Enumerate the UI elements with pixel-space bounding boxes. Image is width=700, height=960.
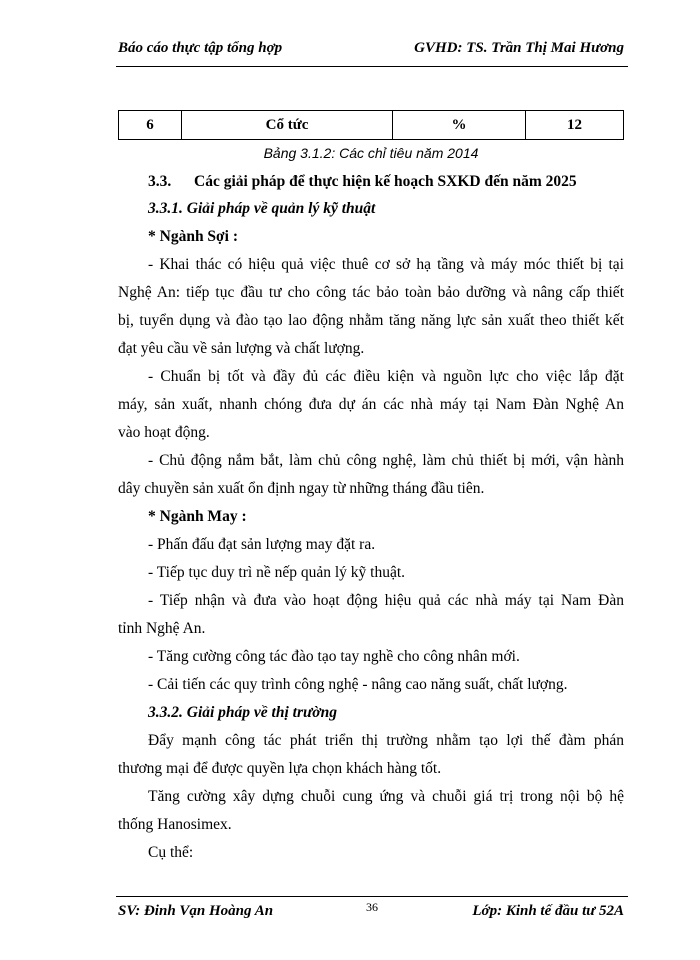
footer-class: Lớp: Kinh tế đầu tư 52A (472, 903, 624, 919)
table-cell-value: 12 (526, 111, 624, 140)
paragraph-line: Cụ thể: (148, 844, 194, 861)
paragraph-line: - Cải tiến các quy trình công nghệ - nâng cao năng suất, chất lượng. (148, 676, 568, 693)
paragraph-line: vào hoạt động. (118, 424, 210, 441)
paragraph-line: dây chuyền sản xuất ổn định ngay từ những tháng đầu tiên. (118, 480, 485, 497)
paragraph-line: thống Hanosimex. (118, 816, 232, 833)
footer-rule (116, 896, 628, 897)
table-caption: Bảng 3.1.2: Các chỉ tiêu năm 2014 (263, 145, 479, 161)
section-number: 3.3. (148, 173, 172, 190)
paragraph-line: Nghệ An: tiếp tục đầu tư cho công tác bảo toàn bảo dưỡng và nâng cấp thiết (118, 284, 624, 301)
paragraph-line: đạt yêu cầu về sản lượng và chất lượng. (118, 340, 365, 357)
subsection-heading: 3.3.2. Giải pháp về thị trường (148, 704, 337, 721)
paragraph-line: - Phấn đấu đạt sản lượng may đặt ra. (148, 536, 376, 553)
header-rule (116, 66, 628, 67)
section-title: Các giải pháp để thực hiện kế hoạch SXKD đến năm 2025 (194, 173, 577, 190)
section-heading (118, 172, 624, 192)
subheading-spinning: * Ngành Sợi : (148, 228, 238, 245)
page-number: 36 (366, 900, 378, 914)
table-cell-index: 6 (119, 111, 182, 140)
subheading-garment: * Ngành May : (148, 508, 247, 525)
paragraph-line: - Tiếp tục duy trì nề nếp quản lý kỹ thuật. (148, 564, 406, 581)
paragraph-line: máy, sản xuất, nhanh chóng đưa dự án các nhà máy tại Nam Đàn Nghệ An (118, 396, 624, 413)
paragraph-line: Tăng cường xây dựng chuỗi cung ứng và chuỗi giá trị trong nội bộ hệ (148, 788, 624, 805)
indicator-table (118, 110, 624, 140)
subsection-heading: 3.3.1. Giải pháp về quản lý kỹ thuật (148, 200, 376, 217)
table-row (119, 111, 624, 140)
paragraph-line: - Khai thác có hiệu quả việc thuê cơ sở hạ tầng và máy móc thiết bị tại (148, 256, 624, 273)
paragraph-line: - Tiếp nhận và đưa vào hoạt động hiệu quả các nhà máy tại Nam Đàn (148, 592, 624, 609)
footer-student: SV: Đinh Vạn Hoàng An (118, 903, 274, 919)
header-report-title: Báo cáo thực tập tổng hợp (118, 40, 283, 56)
paragraph-line: tỉnh Nghệ An. (118, 620, 206, 637)
table-cell-unit: % (393, 111, 526, 140)
paragraph-line: bị, tuyển dụng và đào tạo lao động nhằm tăng năng lực sản xuất theo thiết kết (118, 312, 624, 329)
paragraph-line: thương mại để được quyền lựa chọn khách hàng tốt. (118, 760, 442, 777)
paragraph-line: - Chuẩn bị tốt và đầy đủ các điều kiện và nguồn lực cho việc lắp đặt (148, 368, 624, 385)
paragraph-line: Đẩy mạnh công tác phát triển thị trường nhằm tạo lợi thế đàm phán (148, 732, 624, 749)
paragraph-line: - Tăng cường công tác đào tạo tay nghề cho công nhân mới. (148, 648, 520, 665)
paragraph-line: - Chủ động nắm bắt, làm chủ công nghệ, làm chủ thiết bị mới, vận hành (148, 452, 624, 469)
header-advisor: GVHD: TS. Trần Thị Mai Hương (414, 40, 624, 56)
page-footer (118, 900, 624, 925)
table-cell-indicator: Cổ tức (182, 111, 393, 140)
page-header (118, 40, 624, 62)
